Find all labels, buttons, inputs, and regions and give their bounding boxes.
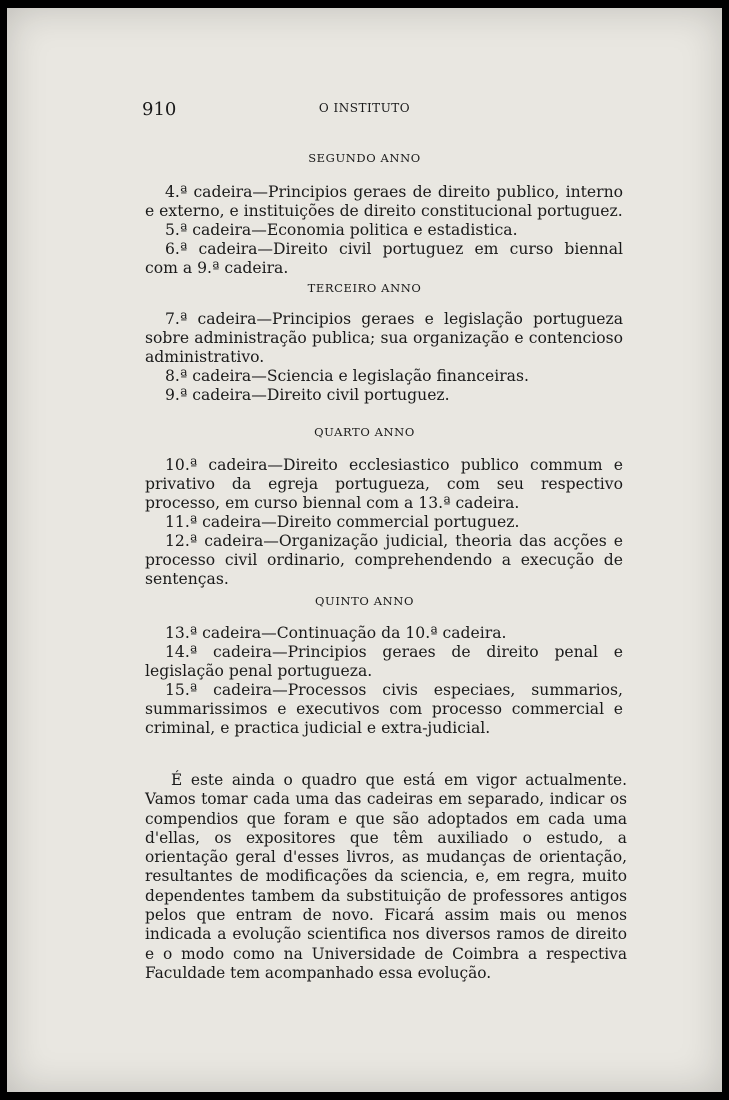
course-item: 14.ª cadeira—Principios geraes de direito penal e legislação penal portugueza.	[145, 643, 623, 680]
section-heading: QUARTO ANNO	[314, 425, 415, 439]
closing-paragraph: É este ainda o quadro que está em vigor actualmente. Vamos tomar cada uma das cadeiras em separado, indicar os compendios que foram e que são adoptados em cada uma d'ellas, os expositores que têm auxiliado o estudo, a orientação geral d'esses livros, as mudanças de orientação, resultantes de modificações da sciencia, e, em regra, muito dependentes tambem da substituição de professores antigos pelos que entram de novo. Ficará assim mais ou menos indicada a evolução scientifica nos diversos ramos de direito e o modo como na Universidade de Coimbra a respectiva Faculdade tem acompanhado essa evolução.	[145, 771, 627, 982]
course-item: 9.ª cadeira—Direito civil portuguez.	[165, 386, 450, 404]
section-heading: SEGUNDO ANNO	[308, 151, 421, 165]
section-body	[145, 183, 623, 278]
course-item: 8.ª cadeira—Sciencia e legislação financeiras.	[165, 367, 529, 385]
page-number: 910	[142, 99, 177, 120]
course-item: 7.ª cadeira—Principios geraes e legislação portugueza sobre administração publica; sua organização e contencioso administrativo.	[145, 310, 623, 366]
running-title: O INSTITUTO	[318, 101, 411, 115]
section-body	[145, 310, 623, 405]
section-heading: TERCEIRO ANNO	[307, 281, 422, 295]
course-item: 10.ª cadeira—Direito ecclesiastico publico commum e privativo da egreja portugueza, com seu respectivo processo, em curso biennal com a 13.ª cadeira.	[145, 456, 623, 512]
course-item: 12.ª cadeira—Organização judicial, theoria das acções e processo civil ordinario, comprehendendo a execução de sentenças.	[145, 532, 623, 588]
course-item: 13.ª cadeira—Continuação da 10.ª cadeira.	[165, 624, 507, 642]
course-item: 6.ª cadeira—Direito civil portuguez em curso biennal com a 9.ª cadeira.	[145, 240, 623, 277]
book-page	[7, 8, 722, 1092]
section-body	[145, 624, 623, 738]
course-item: 11.ª cadeira—Direito commercial portuguez.	[165, 513, 520, 531]
section-body	[145, 456, 623, 589]
course-item: 5.ª cadeira—Economia politica e estadistica.	[165, 221, 518, 239]
course-item: 15.ª cadeira—Processos civis especiaes, summarios, summarissimos e executivos com processo commercial e criminal, e practica judicial e extra-judicial.	[145, 681, 623, 737]
course-item: 4.ª cadeira—Principios geraes de direito publico, interno e externo, e instituições de direito constitucional portuguez.	[145, 183, 623, 220]
section-heading: QUINTO ANNO	[315, 594, 414, 608]
